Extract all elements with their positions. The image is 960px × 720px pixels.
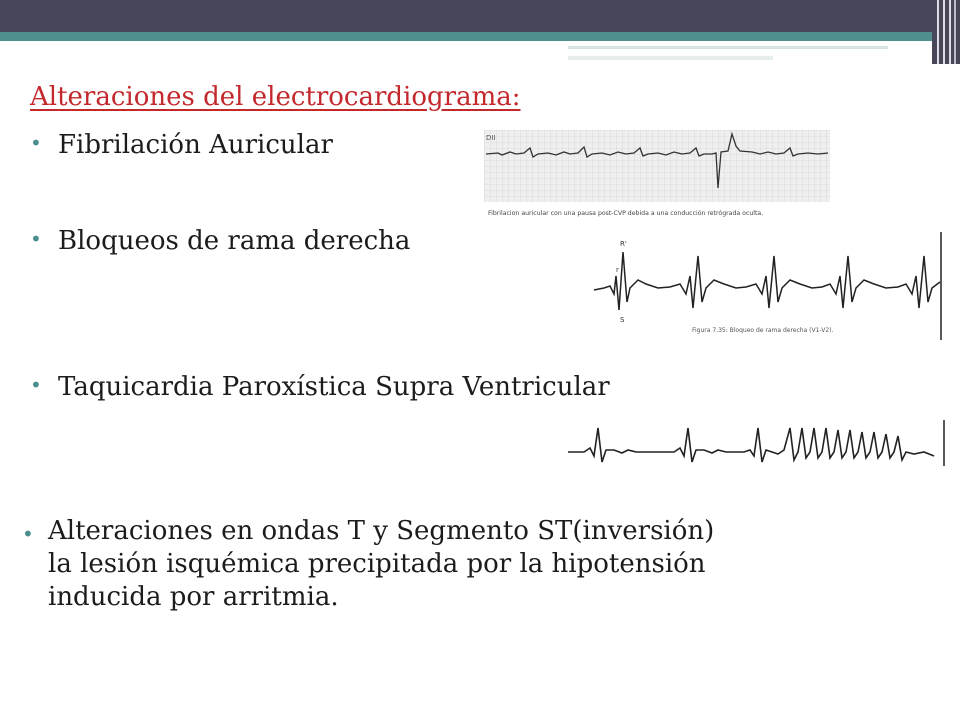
decorative-line: [568, 46, 888, 49]
bullet-label: Taquicardia Paroxística Supra Ventricular: [58, 372, 610, 402]
bullet-label: Fibrilación Auricular: [58, 130, 333, 160]
ecg-lead-label: DII: [486, 134, 496, 142]
ecg-right-bundle-branch-block-image: [586, 232, 946, 344]
ecg-trace: [568, 428, 934, 462]
top-bar: [0, 0, 960, 32]
ecg-wave-label: S: [620, 316, 625, 324]
bullet-line: Alteraciones en ondas T y Segmento ST(inversión): [48, 516, 715, 546]
bullet-item: [30, 130, 333, 160]
ecg-trace: [594, 252, 940, 310]
teal-accent-strip: [0, 32, 935, 41]
bullet-item: [30, 226, 410, 256]
ecg-wave-label: R': [620, 240, 627, 248]
slide-title: Alteraciones del electrocardiograma:: [30, 82, 521, 112]
corner-decoration: [932, 0, 960, 64]
ecg-atrial-fibrillation-image: [478, 124, 838, 220]
bullet-dot-icon: •: [30, 373, 42, 397]
bullet-line: la lesión isquémica precipitada por la hipotensión: [48, 549, 706, 579]
ecg-caption: Fibrilacion auricular con una pausa post-CVP debida a una conducción retrógrada oculta.: [488, 210, 764, 217]
decorative-line: [568, 56, 773, 60]
ecg-wave-label: r: [616, 266, 619, 274]
ecg-svt-image: [564, 420, 948, 470]
bullet-label: Bloqueos de rama derecha: [58, 226, 411, 256]
bullet-item-multiline: [22, 515, 714, 614]
ecg-caption: Figura 7.35: Bloqueo de rama derecha (V1-V2).: [692, 327, 834, 334]
bullet-dot-icon: •: [30, 131, 42, 155]
bullet-dot-icon: •: [30, 227, 42, 251]
bullet-dot-icon: •: [22, 522, 34, 546]
bullet-item: [30, 372, 610, 402]
bullet-line: inducida por arritmia.: [48, 582, 339, 612]
